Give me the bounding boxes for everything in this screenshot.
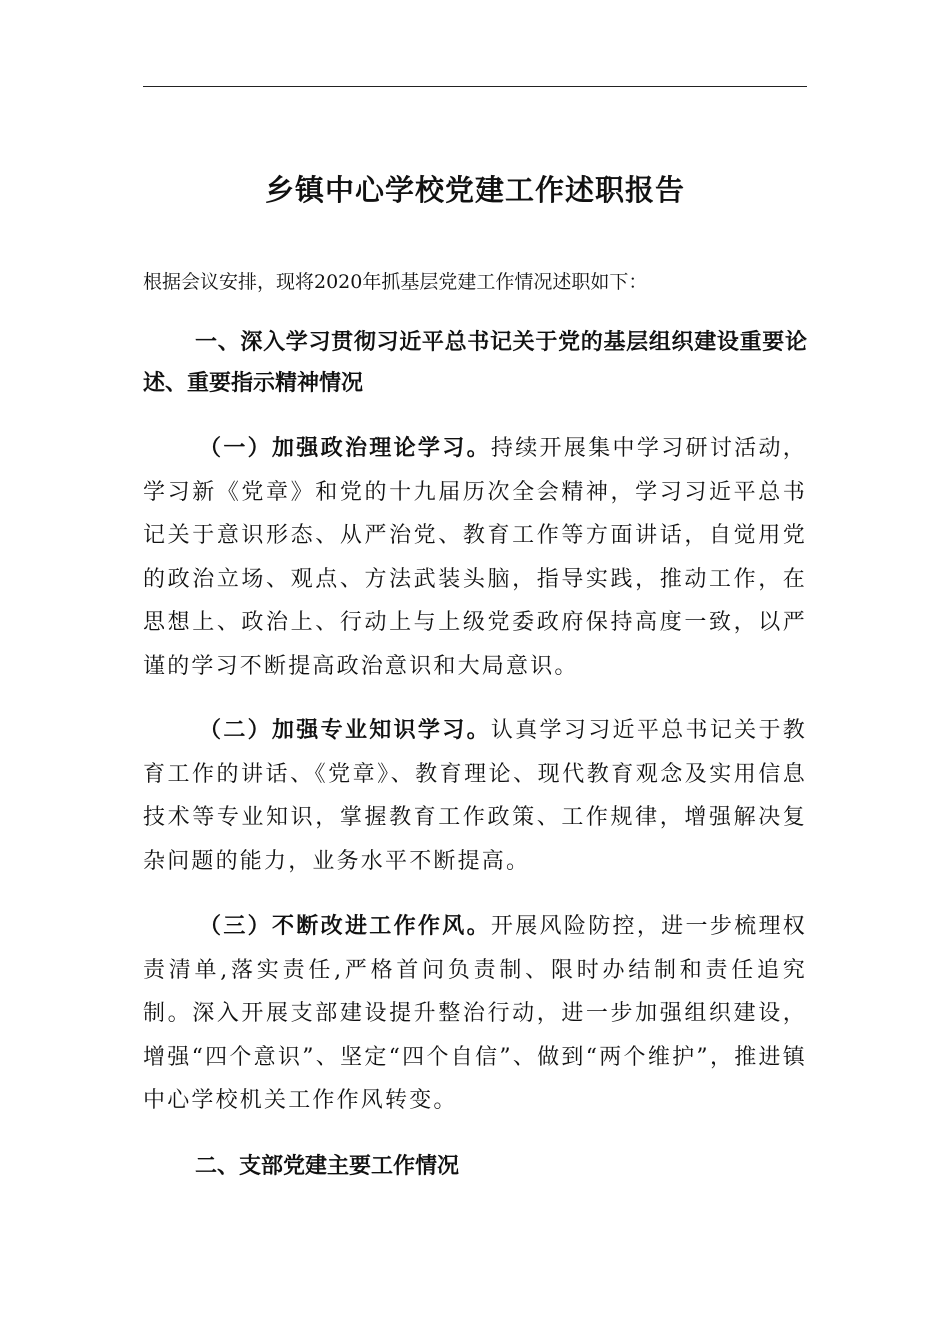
paragraph-1-lead: （一）加强政治理论学习。: [199, 435, 491, 461]
section-heading-2: 二、支部党建主要工作情况: [195, 1154, 460, 1179]
paragraph-1: [143, 427, 807, 689]
document-title: 乡镇中心学校党建工作述职报告: [264, 173, 685, 207]
paragraph-3-lead: （三）不断改进工作作风。: [199, 913, 491, 939]
section-heading-1: 一、深入学习贯彻习近平总书记关于党的基层组织建设重要论述、重要指示精神情况: [143, 330, 807, 396]
paragraph-3: [143, 905, 807, 1123]
intro-paragraph: 根据会议安排，现将2020年抓基层党建工作情况述职如下：: [143, 271, 648, 293]
header-rule: [143, 86, 807, 87]
paragraph-2-text: 认真学习习近平总书记关于教育工作的讲话、《党章》、教育理论、现代教育观念及实用信息技术等专业知识，掌握教育工作政策、工作规律，增强解决复杂问题的能力，业务水平不断提高。: [143, 718, 807, 874]
paragraph-1-text: 持续开展集中学习研讨活动，学习新《党章》和党的十九届历次全会精神，学习习近平总书记关于意识形态、从严治党、教育工作等方面讲话，自觉用党的政治立场、观点、方法武装头脑，指导实践，推动工作，在思想上、政治上、行动上与上级党委政府保持高度一致，以严谨的学习不断提高政治意识和大局意识。: [143, 436, 807, 679]
paragraph-3-text: 开展风险防控，进一步梳理权责清单,落实责任,严格首问负责制、限时办结制和责任追究制。深入开展支部建设提升整治行动，进一步加强组织建设，增强“四个意识”、坚定“四个自信”、做到“两个维护”，推进镇中心学校机关工作作风转变。: [143, 914, 807, 1114]
paragraph-2: [143, 709, 807, 883]
paragraph-2-lead: （二）加强专业知识学习。: [199, 717, 491, 743]
